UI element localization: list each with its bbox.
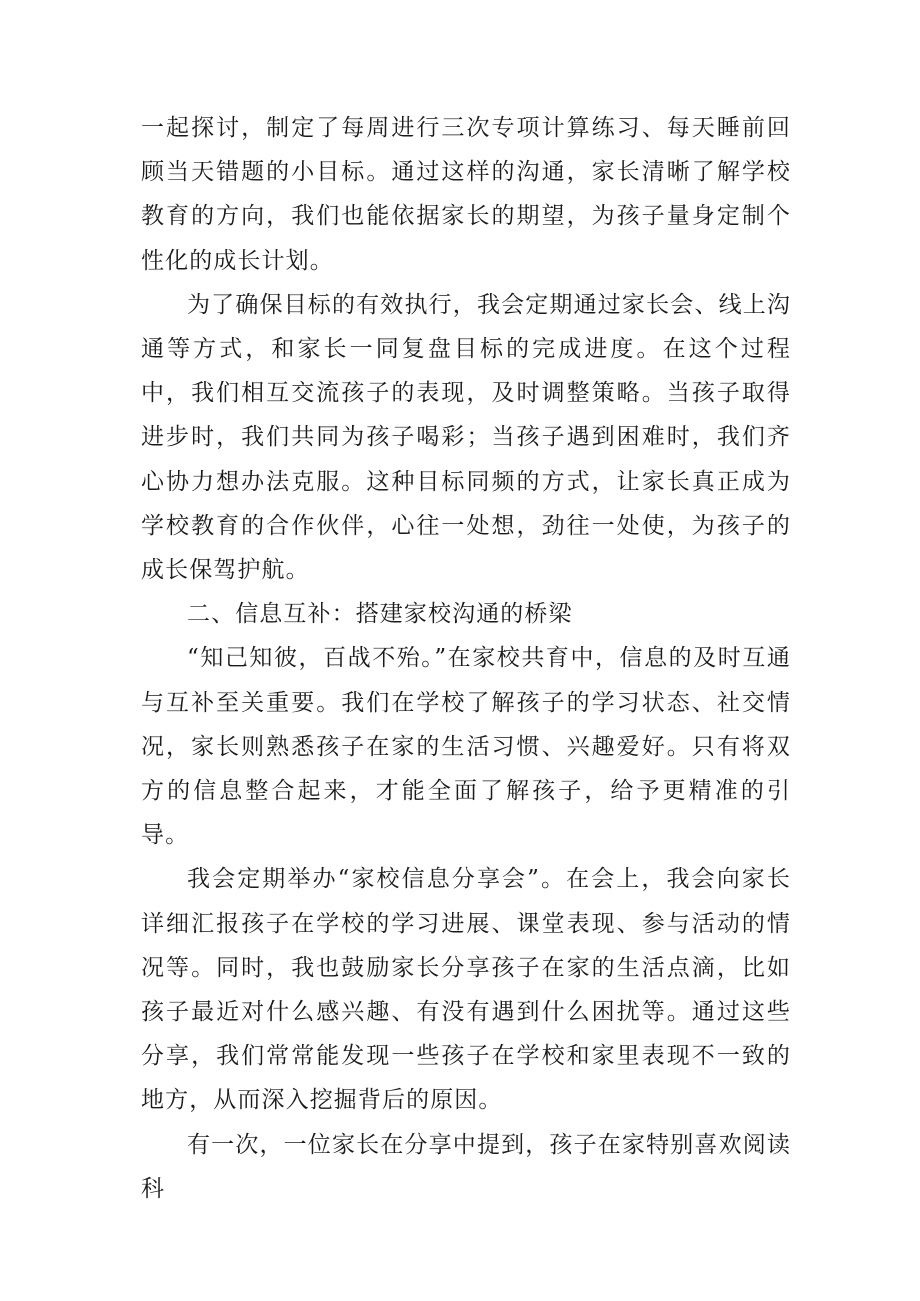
paragraph-info-exchange: “知己知彼，百战不殆。”在家校共育中，信息的及时互通与互补至关重要。我们在学校了解孩子的学习状态、社交情况，家长则熟悉孩子在家的生活习惯、兴趣爱好。只有将双方的信息整合起来，才能全面了解孩子，给予更精准的引导。 bbox=[141, 645, 791, 849]
paragraph-goal-execution: 为了确保目标的有效执行，我会定期通过家长会、线上沟通等方式，和家长一同复盘目标的完成进度。在这个过程中，我们相互交流孩子的表现，及时调整策略。当孩子取得进步时，我们共同为孩子喝彩；当孩子遇到困难时，我们齐心协力想办法克服。这种目标同频的方式，让家长真正成为学校教育的合作伙伴，心往一处想，劲往一处使，为孩子的成长保驾护航。 bbox=[141, 291, 791, 584]
paragraph-sharing-meeting: 我会定期举办“家校信息分享会”。在会上，我会向家长详细汇报孩子在学校的学习进展、课堂表现、参与活动的情况等。同时，我也鼓励家长分享孩子在家的生活点滴，比如孩子最近对什么感兴趣、有没有遇到什么困扰等。通过这些分享，我们常常能发现一些孩子在学校和家里表现不一致的地方，从而深入挖掘背后的原因。 bbox=[141, 866, 791, 1114]
document-body bbox=[141, 106, 791, 1211]
section-heading: 二、信息互补：搭建家校沟通的桥梁 bbox=[187, 601, 573, 628]
paragraph-continued: 一起探讨，制定了每周进行三次专项计算练习、每天睡前回顾当天错题的小目标。通过这样的沟通，家长清晰了解学校教育的方向，我们也能依据家长的期望，为孩子量身定制个性化的成长计划。 bbox=[141, 115, 791, 274]
paragraph-example: 有一次，一位家长在分享中提到，孩子在家特别喜欢阅读科 bbox=[141, 1131, 791, 1202]
